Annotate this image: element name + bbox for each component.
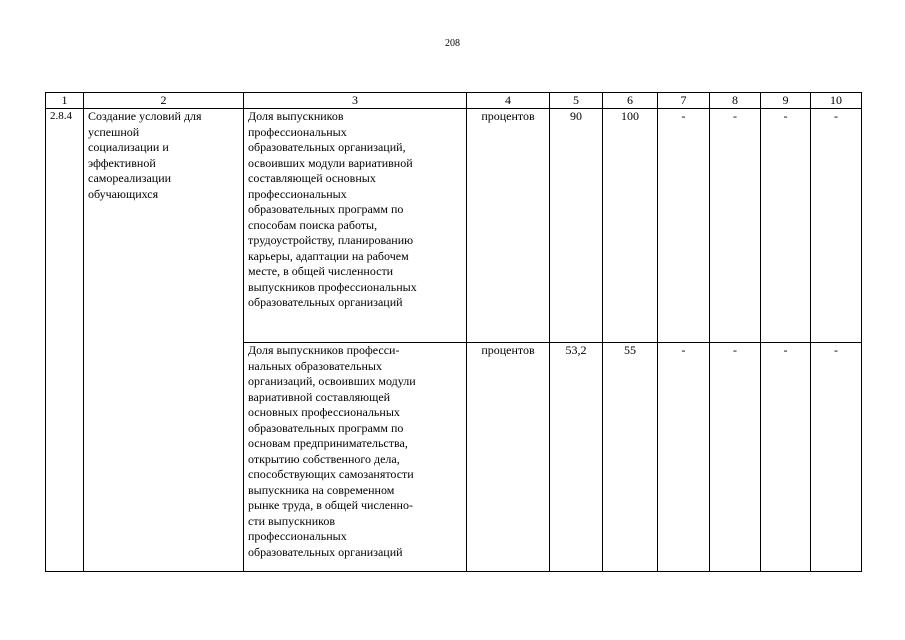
value-col-7: - [658, 343, 710, 572]
header-col-8: 8 [710, 93, 761, 109]
header-col-4: 4 [467, 93, 550, 109]
value-col-6: 100 [603, 109, 658, 343]
header-col-3: 3 [244, 93, 467, 109]
unit-cell: процентов [467, 109, 550, 343]
value-col-5: 53,2 [550, 343, 603, 572]
header-col-7: 7 [658, 93, 710, 109]
table-header-row [46, 93, 862, 109]
value-col-8: - [710, 109, 761, 343]
task-description: Создание условий для успешной социализации и эффективной самореализации обучающихся [84, 109, 244, 572]
value-col-6: 55 [603, 343, 658, 572]
value-col-7: - [658, 109, 710, 343]
header-col-10: 10 [811, 93, 862, 109]
indicator-text: Доля выпускников профессиональных образовательных организаций, освоивших модули вариативной составляющей основных профессиональных образовательных программ по способам поиска работы, трудоустройству, планированию карьеры, адаптации на рабочем месте, в общей численности выпускников профессиональных образовательных организаций [244, 109, 467, 343]
header-col-6: 6 [603, 93, 658, 109]
item-code: 2.8.4 [46, 109, 84, 572]
header-col-2: 2 [84, 93, 244, 109]
value-col-5: 90 [550, 109, 603, 343]
indicators-table [45, 92, 862, 572]
page-number: 208 [445, 38, 460, 49]
header-col-1: 1 [46, 93, 84, 109]
value-col-10: - [811, 109, 862, 343]
indicator-text: Доля выпускников професси- нальных образовательных организаций, освоивших модули вариативной составляющей основных профессиональных образовательных программ по основам предпринимательства, открытию собственного дела, способствующих самозанятости выпускника на современном рынке труда, в общей численно- сти выпускников профессиональных образовательных организаций [244, 343, 467, 572]
header-col-9: 9 [761, 93, 811, 109]
value-col-9: - [761, 343, 811, 572]
unit-cell: процентов [467, 343, 550, 572]
value-col-10: - [811, 343, 862, 572]
value-col-8: - [710, 343, 761, 572]
value-col-9: - [761, 109, 811, 343]
header-col-5: 5 [550, 93, 603, 109]
table-row [46, 109, 862, 343]
